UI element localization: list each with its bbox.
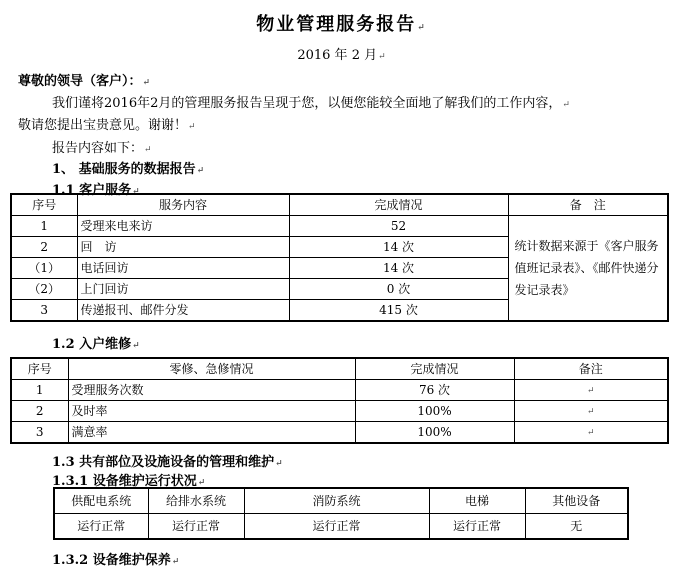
customer-service-table [10, 193, 669, 322]
header-cell: 电梯 [429, 488, 525, 514]
salutation: 尊敬的领导（客户）： ↵ [18, 70, 150, 89]
status-cell: 运行正常 [148, 514, 244, 540]
row-result: 76 次 [355, 380, 514, 401]
row-result: 52 [289, 216, 508, 237]
table-row [11, 216, 668, 237]
row-no: 2 [11, 401, 68, 422]
table-header-row [11, 358, 668, 380]
section-1-3-1-heading: 1.3.1 设备维护运行状况 ↵ [52, 470, 205, 489]
header-cell: 零修、急修情况 [68, 358, 355, 380]
report-heading: 报告内容如下： ↵ [52, 137, 152, 156]
row-no: 3 [11, 300, 77, 322]
row-result: 100% [355, 422, 514, 444]
table-row [11, 422, 668, 444]
status-cell: 运行正常 [429, 514, 525, 540]
row-remark: ↵ [514, 422, 668, 444]
header-cell: 消防系统 [244, 488, 429, 514]
header-cell: 其他设备 [525, 488, 628, 514]
status-cell: 运行正常 [244, 514, 429, 540]
row-item: 受理来电来访 [77, 216, 289, 237]
status-cell: 无 [525, 514, 628, 540]
home-repair-table [10, 357, 669, 444]
table-row [11, 380, 668, 401]
row-item: 及时率 [68, 401, 355, 422]
row-remark: ↵ [514, 380, 668, 401]
header-cell: 备注 [514, 358, 668, 380]
row-no: （2） [11, 279, 77, 300]
row-item: 满意率 [68, 422, 355, 444]
stats-source-note: 统计数据来源于《客户服务值班记录表》、《邮件快递分发记录表》 [508, 216, 668, 322]
row-item: 上门回访 [77, 279, 289, 300]
section-1-2-heading: 1.2 入户维修 ↵ [52, 333, 140, 352]
table-header-row [54, 488, 628, 514]
section-1-heading: 1、 基础服务的数据报告 ↵ [52, 158, 204, 177]
row-item: 回 访 [77, 237, 289, 258]
row-no: 2 [11, 237, 77, 258]
row-result: 100% [355, 401, 514, 422]
section-1-3-heading: 1.3 共有部位及设施设备的管理和维护 ↵ [52, 451, 283, 470]
row-item: 受理服务次数 [68, 380, 355, 401]
header-cell: 服务内容 [77, 194, 289, 216]
row-item: 电话回访 [77, 258, 289, 279]
row-no: （1） [11, 258, 77, 279]
header-cell: 备 注 [508, 194, 668, 216]
header-cell: 序号 [11, 194, 77, 216]
header-cell: 给排水系统 [148, 488, 244, 514]
row-result: 0 次 [289, 279, 508, 300]
row-item: 传递报刊、邮件分发 [77, 300, 289, 322]
table-row [11, 401, 668, 422]
header-cell: 供配电系统 [54, 488, 148, 514]
table-row [54, 514, 628, 540]
row-no: 1 [11, 216, 77, 237]
header-cell: 序号 [11, 358, 68, 380]
status-cell: 运行正常 [54, 514, 148, 540]
row-no: 1 [11, 380, 68, 401]
doc-title: 物业管理服务报告 ↵ [0, 10, 683, 36]
row-result: 415 次 [289, 300, 508, 322]
row-result: 14 次 [289, 237, 508, 258]
row-result: 14 次 [289, 258, 508, 279]
intro-line-1: 我们谨将2016年2月的管理服务报告呈现于您，以便您能较全面地了解我们的工作内容， ↵ [52, 92, 570, 111]
row-remark: ↵ [514, 401, 668, 422]
row-no: 3 [11, 422, 68, 444]
section-1-3-2-heading: 1.3.2 设备维护保养 ↵ [52, 549, 179, 568]
header-cell: 完成情况 [289, 194, 508, 216]
doc-date: 2016 年 2 月 ↵ [0, 44, 683, 63]
section-1-1-heading: 1.1 客户服务 ↵ [52, 179, 140, 198]
equipment-status-table [53, 487, 629, 540]
table-header-row [11, 194, 668, 216]
intro-line-2: 敬请您提出宝贵意见。谢谢！ ↵ [18, 114, 196, 133]
header-cell: 完成情况 [355, 358, 514, 380]
